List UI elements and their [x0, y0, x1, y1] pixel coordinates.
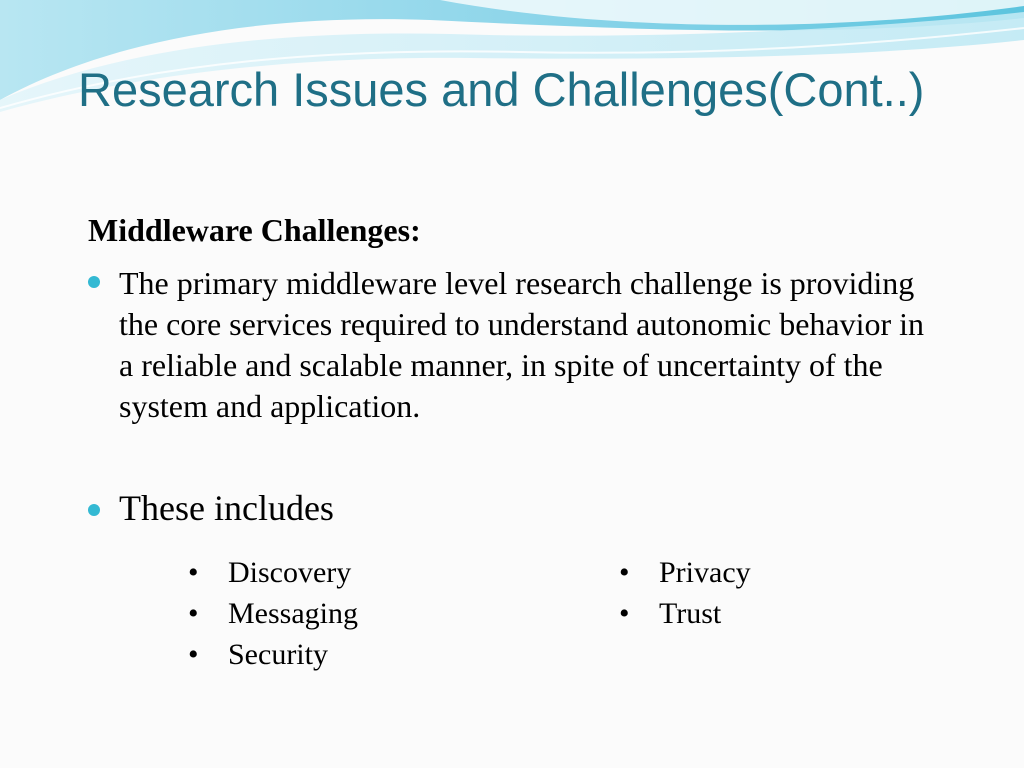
includes-list-right	[619, 552, 751, 634]
bullet-marker-icon	[88, 276, 100, 288]
includes-list-left	[188, 552, 358, 675]
bullet-item	[88, 488, 928, 529]
list-item: • Privacy	[619, 552, 751, 593]
list-item: • Trust	[619, 593, 751, 634]
bullet-item	[88, 263, 928, 427]
bullet-text: These includes	[119, 488, 334, 528]
bullet-text: The primary middleware level research challenge is providing the core services required to understand autonomic behavior in a reliable and scalable manner, in spite of uncertainty of the system and application.	[119, 265, 925, 424]
slide-title: Research Issues and Challenges(Cont..)	[78, 63, 925, 116]
list-item: • Discovery	[188, 552, 358, 593]
section-heading: Middleware Challenges:	[88, 212, 421, 248]
list-item: • Messaging	[188, 593, 358, 634]
list-item: • Security	[188, 634, 358, 675]
bullet-marker-icon	[88, 504, 100, 516]
